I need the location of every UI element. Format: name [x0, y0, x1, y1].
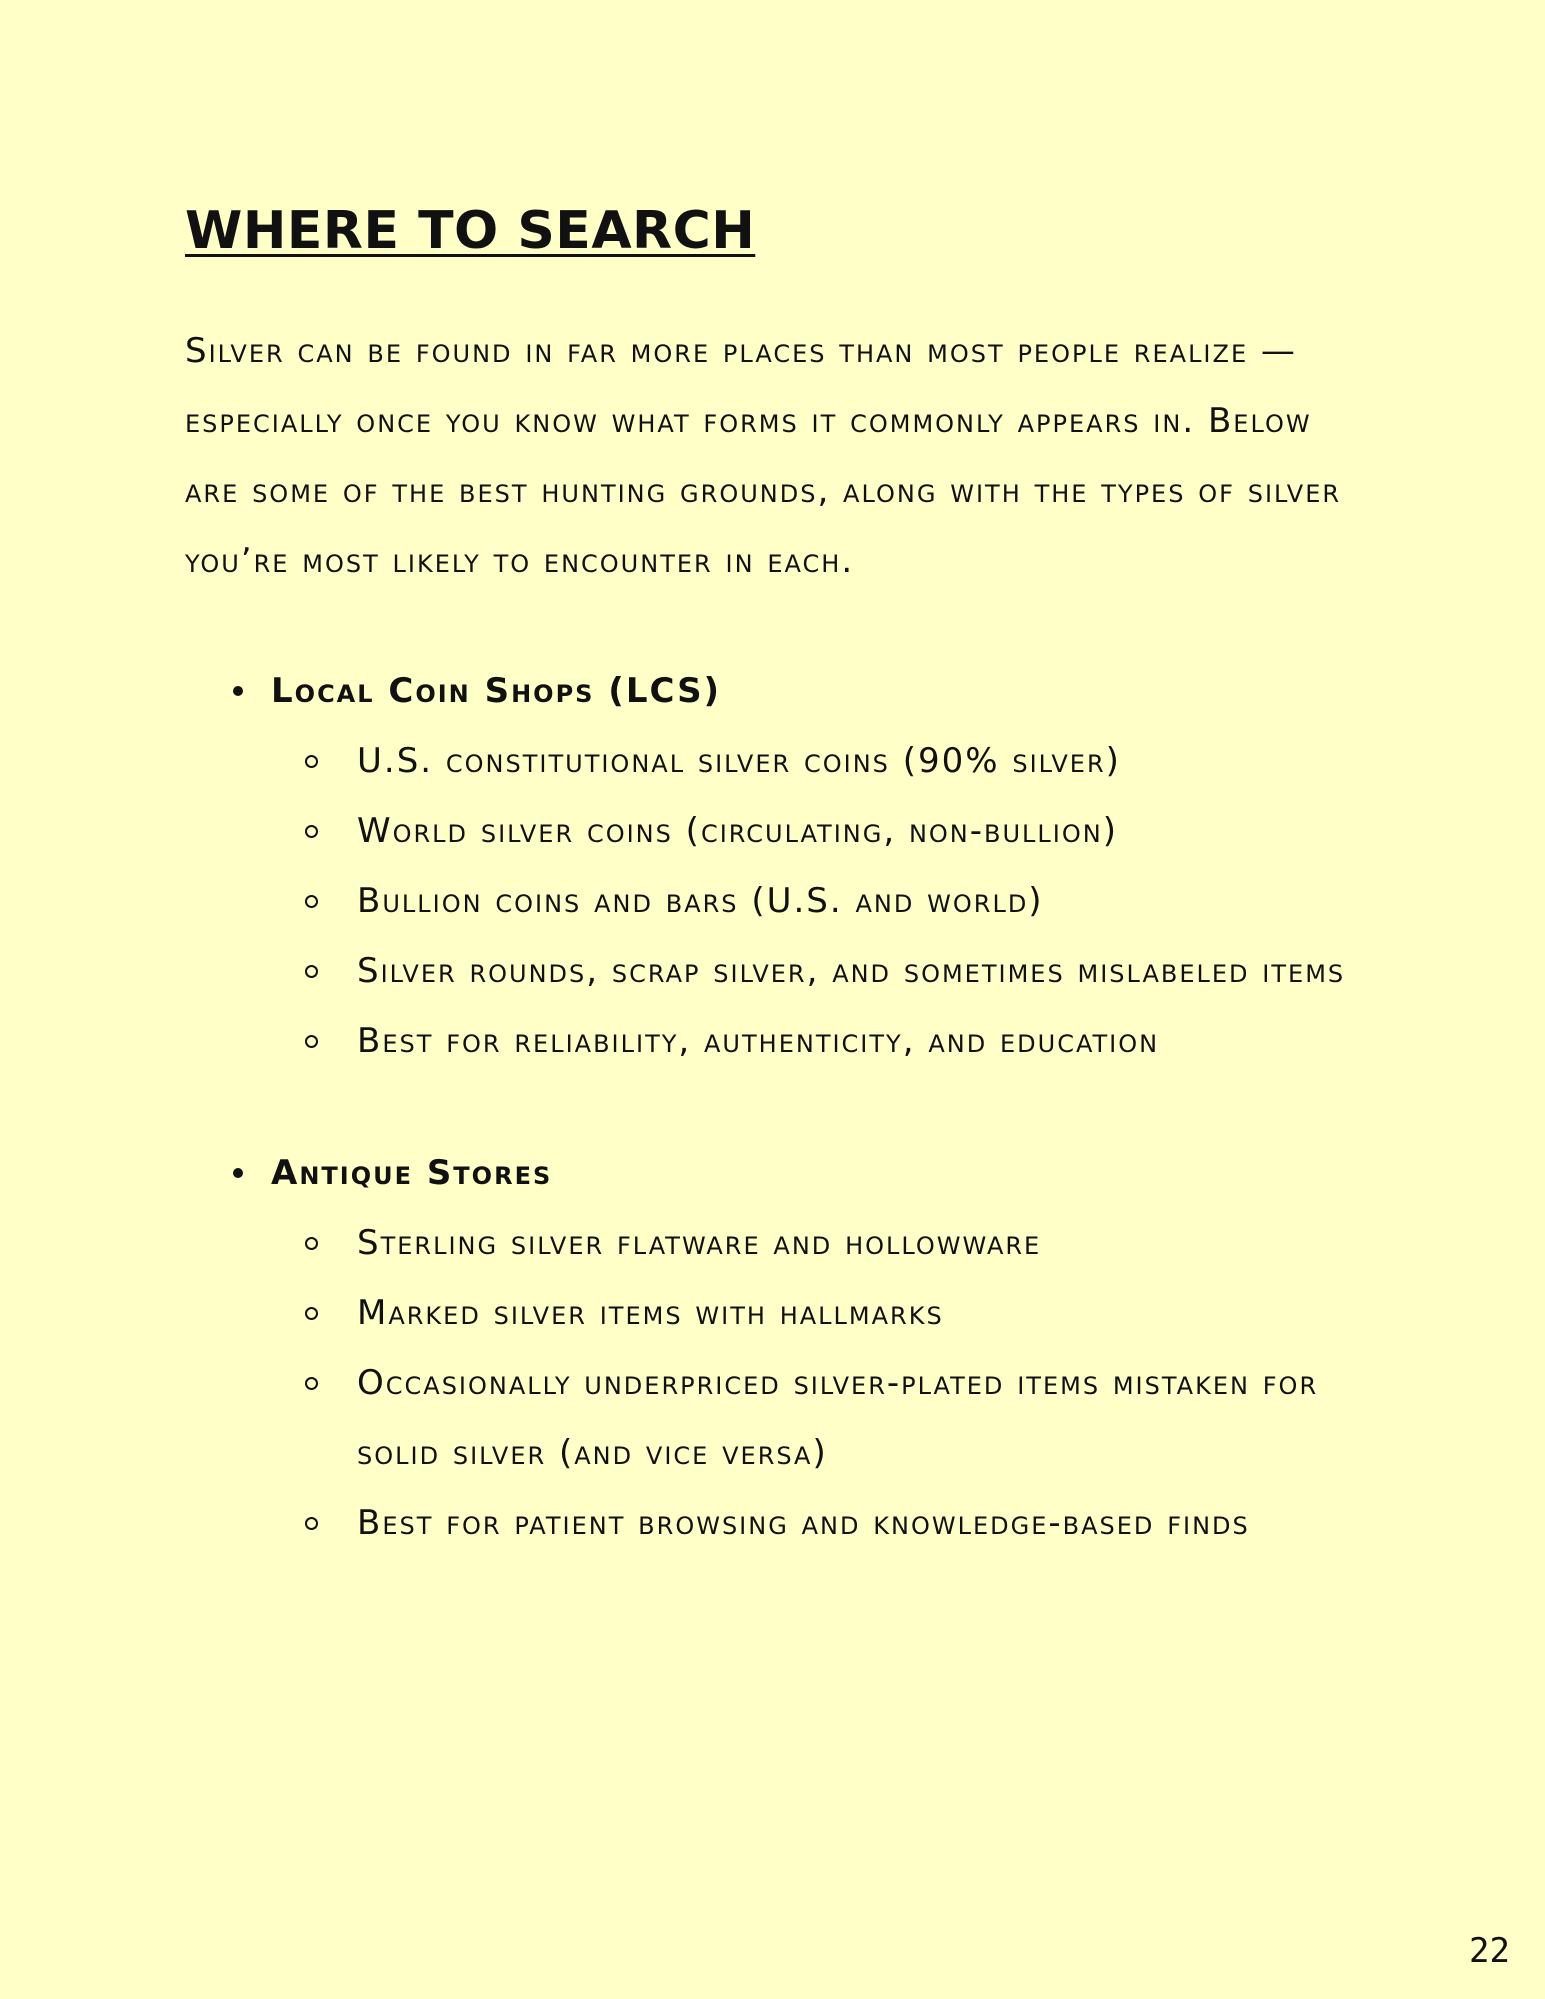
circle-bullet-icon [305, 1517, 318, 1530]
list-item-text: Best for reliability, authenticity, and education [357, 1021, 1160, 1061]
list-item-text: Sterling silver flatware and hollowware [357, 1223, 1042, 1263]
intro-paragraph: Silver can be found in far more places than most people realize — especially once you know what forms it commonly appears in. Below are some of the best hunting grounds, along with the types of silver you’re most likely to encounter in each. [185, 331, 1342, 581]
list-item-text: Silver rounds, scrap silver, and sometimes mislabeled items [357, 951, 1346, 991]
section-heading: Local Coin Shops (LCS) [271, 671, 722, 711]
list-item [271, 796, 1377, 866]
list-item-text: World silver coins (circulating, non-bullion) [357, 811, 1118, 851]
circle-bullet-icon [305, 965, 318, 978]
section-heading: Antique Stores [271, 1153, 553, 1193]
list-item [271, 1348, 1377, 1488]
section-antique-stores [185, 1138, 1385, 1558]
page-content [185, 196, 1385, 1558]
circle-bullet-icon [305, 1237, 318, 1250]
list-item [271, 936, 1377, 1006]
list-item [271, 1488, 1377, 1558]
item-list [271, 1208, 1385, 1558]
list-item [271, 1278, 1377, 1348]
circle-bullet-icon [305, 1035, 318, 1048]
section-local-coin-shops [185, 656, 1385, 1076]
item-list [271, 726, 1385, 1076]
bullet-icon [233, 686, 243, 696]
bullet-icon [233, 1168, 243, 1178]
list-item-text: Marked silver items with hallmarks [357, 1293, 944, 1333]
list-item-text: Bullion coins and bars (U.S. and world) [357, 881, 1044, 921]
circle-bullet-icon [305, 1377, 318, 1390]
list-item-text: Best for patient browsing and knowledge-based finds [357, 1503, 1250, 1543]
page-number: 22 [1469, 1931, 1510, 1971]
list-item [271, 726, 1377, 796]
section-list [185, 656, 1385, 1558]
circle-bullet-icon [305, 895, 318, 908]
circle-bullet-icon [305, 825, 318, 838]
page-title: WHERE TO SEARCH [185, 201, 756, 261]
circle-bullet-icon [305, 755, 318, 768]
list-item-text: Occasionally underpriced silver-plated items mistaken for solid silver (and vice versa) [357, 1363, 1319, 1473]
list-item [271, 1006, 1377, 1076]
list-item [271, 1208, 1377, 1278]
list-item [271, 866, 1377, 936]
circle-bullet-icon [305, 1307, 318, 1320]
list-item-text: U.S. constitutional silver coins (90% silver) [357, 741, 1121, 781]
